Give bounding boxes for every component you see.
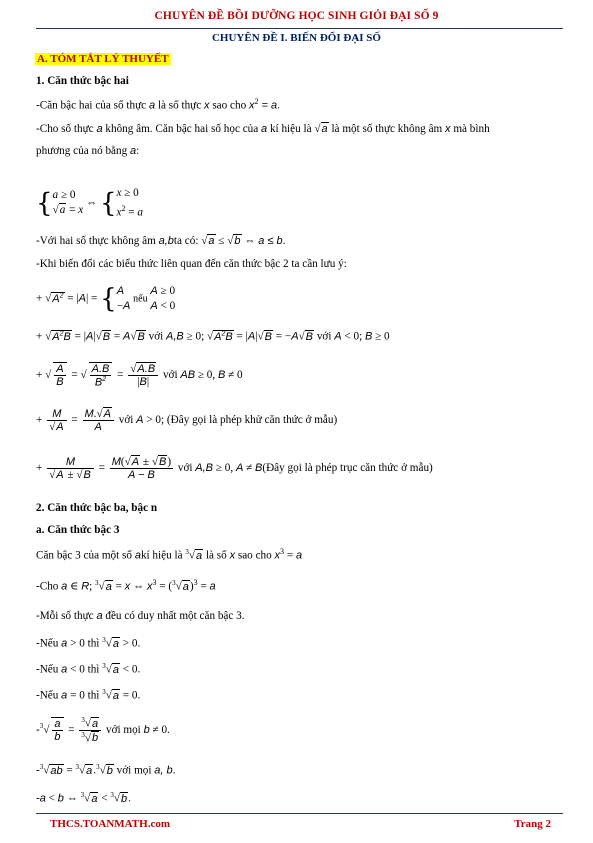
s2-product-rule: -$^3$√ab = $^3$√a.$^3$√b với mọi a, b.: [36, 763, 176, 777]
s2-p1: Căn bậc 3 của một số akí hiệu là $^3$√a là số x sao cho $x^3 = a$: [36, 547, 303, 562]
s2-p3: -Mỗi số thực a đều có duy nhất một căn bậc 3.: [36, 610, 245, 622]
s1-p5: -Khi biến đổi các biểu thức liên quan đến căn thức bậc 2 ta cần lưu ý:: [36, 258, 347, 270]
formula-khu-can: + $\frac{M}{√A}$ = $\frac{M.√A}{A}$ với A > 0; (Đây gọi là phép khử căn thức ở mẫu): [36, 408, 338, 433]
s1-system-eq: {a ≥ 0 √a = x ⇔ {x ≥ 0 $x^2 = a$: [36, 187, 143, 219]
s2-frac-rule: -$^3$√ $\frac{a}{b}$ = $\frac{^3√a}{^3√b}$ với mọi b ≠ 0.: [36, 716, 170, 745]
footer-page-number: Trang 2: [514, 818, 551, 830]
s2-case-neg: -Nếu a < 0 thì $^3$√a < 0.: [36, 662, 141, 676]
header-title: CHUYÊN ĐỀ BỒI DƯỠNG HỌC SINH GIỎI ĐẠI SỐ 9: [154, 10, 439, 22]
s2-case-pos: -Nếu a > 0 thì $^3$√a > 0.: [36, 636, 141, 650]
s2-p2: -Cho a ∈ R; $^3$√a = x ⇔ $x^3 = (^3√a)^3 = a$: [36, 578, 216, 593]
header-subtitle: CHUYÊN ĐỀ I. BIẾN ĐỔI ĐẠI SỐ: [211, 32, 381, 44]
formula-abs: + $√A^2 = |A| = \{A$ −A nếu A ≥ 0 A < 0: [36, 284, 176, 314]
header-rule: [36, 28, 563, 29]
s1-p2: -Cho số thực a không âm. Căn bậc hai số học của a kí hiệu là √a là một số thực không âm x mà bình: [36, 123, 490, 135]
s1-p1: -Căn bậc hai của số thực a là số thực x sao cho $x^2 = a$.: [36, 97, 280, 112]
s2-case-zero: -Nếu a = 0 thì $^3$√a = 0.: [36, 688, 141, 702]
s2-sub-a: a. Căn thức bậc 3: [36, 524, 120, 536]
section-a-heading: A. TÓM TẮT LÝ THUYẾT: [37, 53, 169, 65]
s1-p4: -Với hai số thực không âm a,bta có: √a ≤ √b ⇔ a ≤ b.: [36, 235, 286, 247]
footer-rule: [36, 813, 563, 814]
s2-heading: 2. Căn thức bậc ba, bậc n: [36, 502, 158, 514]
formula-a2b: + $√A^2B = |A|√B = A√B$ với A,B ≥ 0; $√A^2B = |A|√B = -A√B$ với A < 0; B ≥ 0: [36, 330, 390, 343]
formula-truc-can: + $\frac{M}{√A \pm √B}$ = $\frac{M(√A \pm √B)}{A - B}$ với A,B ≥ 0, A ≠ B(Đây gọi là phép trục căn thức ở mẫu): [36, 456, 433, 481]
footer-site: THCS.TOANMATH.com: [50, 818, 170, 830]
s1-p3: phương của nó bằng a:: [36, 145, 140, 157]
s2-order-rule: -a < b ⇔ $^3$√a < $^3$√b.: [36, 791, 131, 805]
formula-sqrt-frac: + √ $\frac{A}{B}$ = √ $\frac{A.B}{B^2}$ = $\frac{√A.B}{|B|}$ với AB ≥ 0, B ≠ 0: [36, 362, 243, 389]
s1-heading: 1. Căn thức bậc hai: [36, 75, 129, 87]
